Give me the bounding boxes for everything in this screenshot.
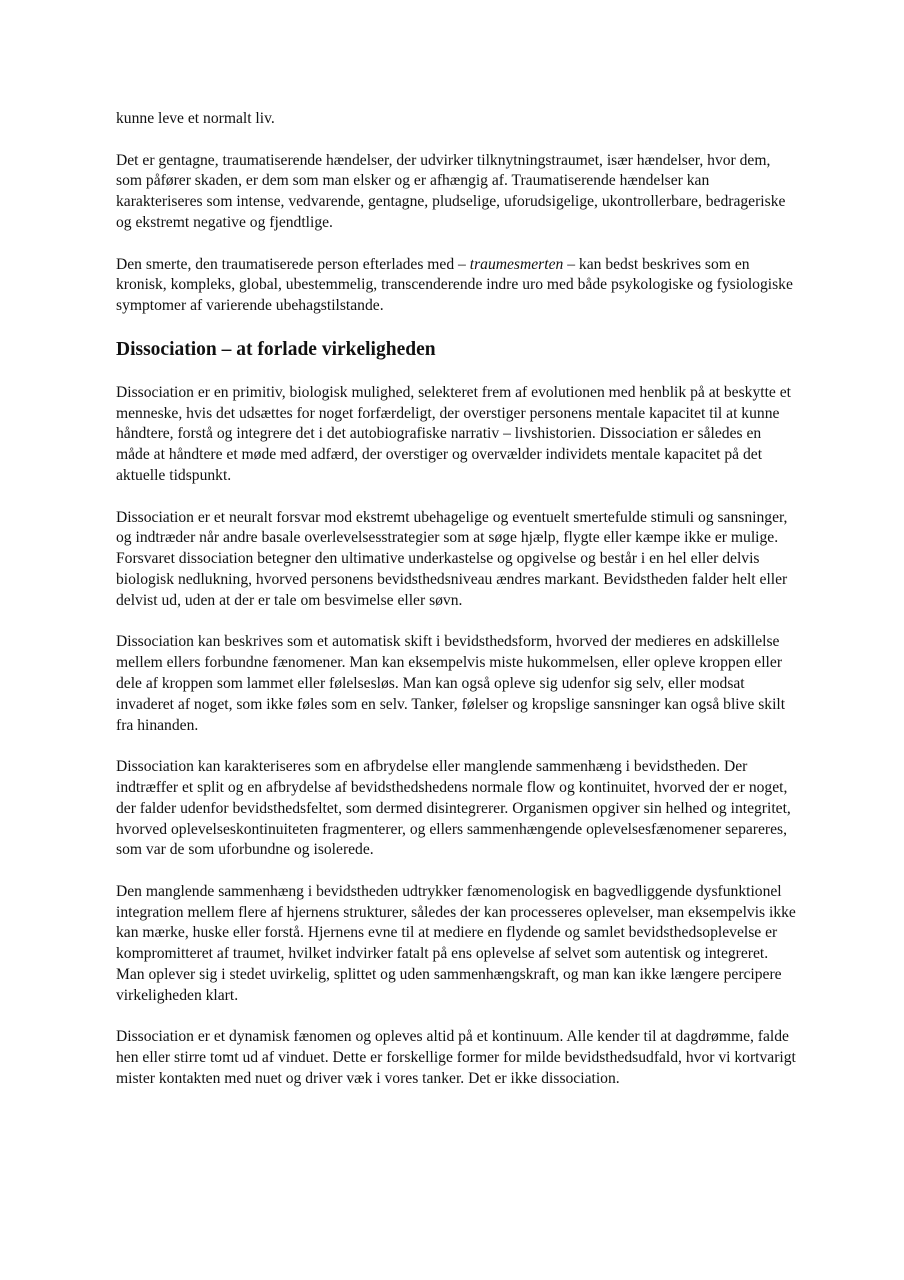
paragraph-trauma-pain — [116, 255, 796, 317]
document-page — [116, 109, 796, 1111]
paragraph-intro-end: kunne leve et normalt liv. — [116, 110, 275, 127]
pain-text-before: Den smerte, den traumatiserede person efterlades med – — [116, 255, 470, 273]
section-heading: Dissociation – at forlade virkeligheden — [116, 338, 436, 360]
paragraph-integration: Den manglende sammenhæng i bevidstheden udtrykker fænomenologisk en bagvedliggende dysfunktionel integration mellem flere af hjernens strukturer, således der kan processeres oplevelser, man eksempelvis ikke kan mærke, huske eller forstå. Hjernens evne til at mediere en flydende og samlet bevidsthedsoplevelse er kompromitteret af traumet, hvilket indvirker fatalt på ens oplevelse af selvet som autentisk og integreret. Man oplever sig i stedet uvirkelig, splittet og uden sammenhængskraft, og man kan ikke længere percipere virkeligheden klart. — [116, 882, 796, 1004]
paragraph-traumatic-events: Det er gentagne, traumatiserende hændelser, der udvirker tilknytningstraumet, især hændelser, hvor dem, som påfører skaden, er dem som man elsker og er afhængig af. Traumatiserende hændelser kan karakteriseres som intense, vedvarende, gentagne, pludselige, uforudsigelige, ukontrollerbare, bedrageriske og ekstremt negative og fjendtlige. — [116, 151, 786, 231]
paragraph-interruption: Dissociation kan karakteriseres som en afbrydelse eller manglende sammenhæng i bevidstheden. Der indtræffer et split og en afbrydelse af bevidsthedshedens normale flow og kontinuitet, hvorved der er noget, der falder udenfor bevidsthedsfeltet, som dermed disintegrerer. Organismen opgiver sin helhed og integritet, hvorved oplevelseskontinuiteten fragmenterer, og ellers sammenhængende oplevelsesfænomener separeres, som var de som uforbundne og isolerede. — [116, 758, 791, 859]
paragraph-dissociation-definition: Dissociation er en primitiv, biologisk mulighed, selekteret frem af evolutionen med henblik på at beskytte et menneske, hvis det udsættes for noget forfærdeligt, der overstiger personens mentale kapacitet til at kunne håndtere, forstå og integrere det i det autobiografiske narrativ – livshistorien. Dissociation er således en måde at håndtere et møde med adfærd, der overstiger og overvælder individets mentale kapacitet på det aktuelle tidspunkt. — [116, 383, 791, 484]
paragraph-continuum: Dissociation er et dynamisk fænomen og opleves altid på et kontinuum. Alle kender til at dagdrømme, falde hen eller stirre tomt ud af vinduet. Dette er forskellige former for milde bevidsthedsudfald, hvor vi kortvarigt mister kontakten med nuet og driver væk i vores tanker. Det er ikke dissociation. — [116, 1028, 796, 1088]
pain-text-after: – kan bedst beskrives som en kronisk, kompleks, global, ubestemmelig, transcenderende indre uro med både psykologiske og fysiologiske symptomer af varierende ubehagstilstande. — [116, 255, 793, 315]
paragraph-automatic-shift: Dissociation kan beskrives som et automatisk skift i bevidsthedsform, hvorved der medieres en adskillelse mellem ellers forbundne fænomener. Man kan eksempelvis miste hukommelsen, eller opleve kroppen eller dele af kroppen som lammet eller følelsesløs. Man kan også opleve sig udenfor sig selv, eller modsat invaderet af noget, som ikke føles som en selv. Tanker, følelser og kropslige sansninger kan også blive skilt fra hinanden. — [116, 633, 786, 734]
pain-emphasis: traumesmerten — [469, 255, 564, 273]
paragraph-neural-defense: Dissociation er et neuralt forsvar mod ekstremt ubehagelige og eventuelt smertefulde stimuli og sansninger, og indtræder når andre basale overlevelsesstrategier som at søge hjælp, flygte eller kæmpe ikke er mulige. Forsvaret dissociation betegner den ultimative underkastelse og opgivelse og består i en hel eller delvis biologisk nedlukning, hvorved personens bevidsthedsniveau ændres markant. Bevidstheden falder helt eller delvist ud, uden at der er tale om besvimelse eller søvn. — [116, 508, 788, 609]
